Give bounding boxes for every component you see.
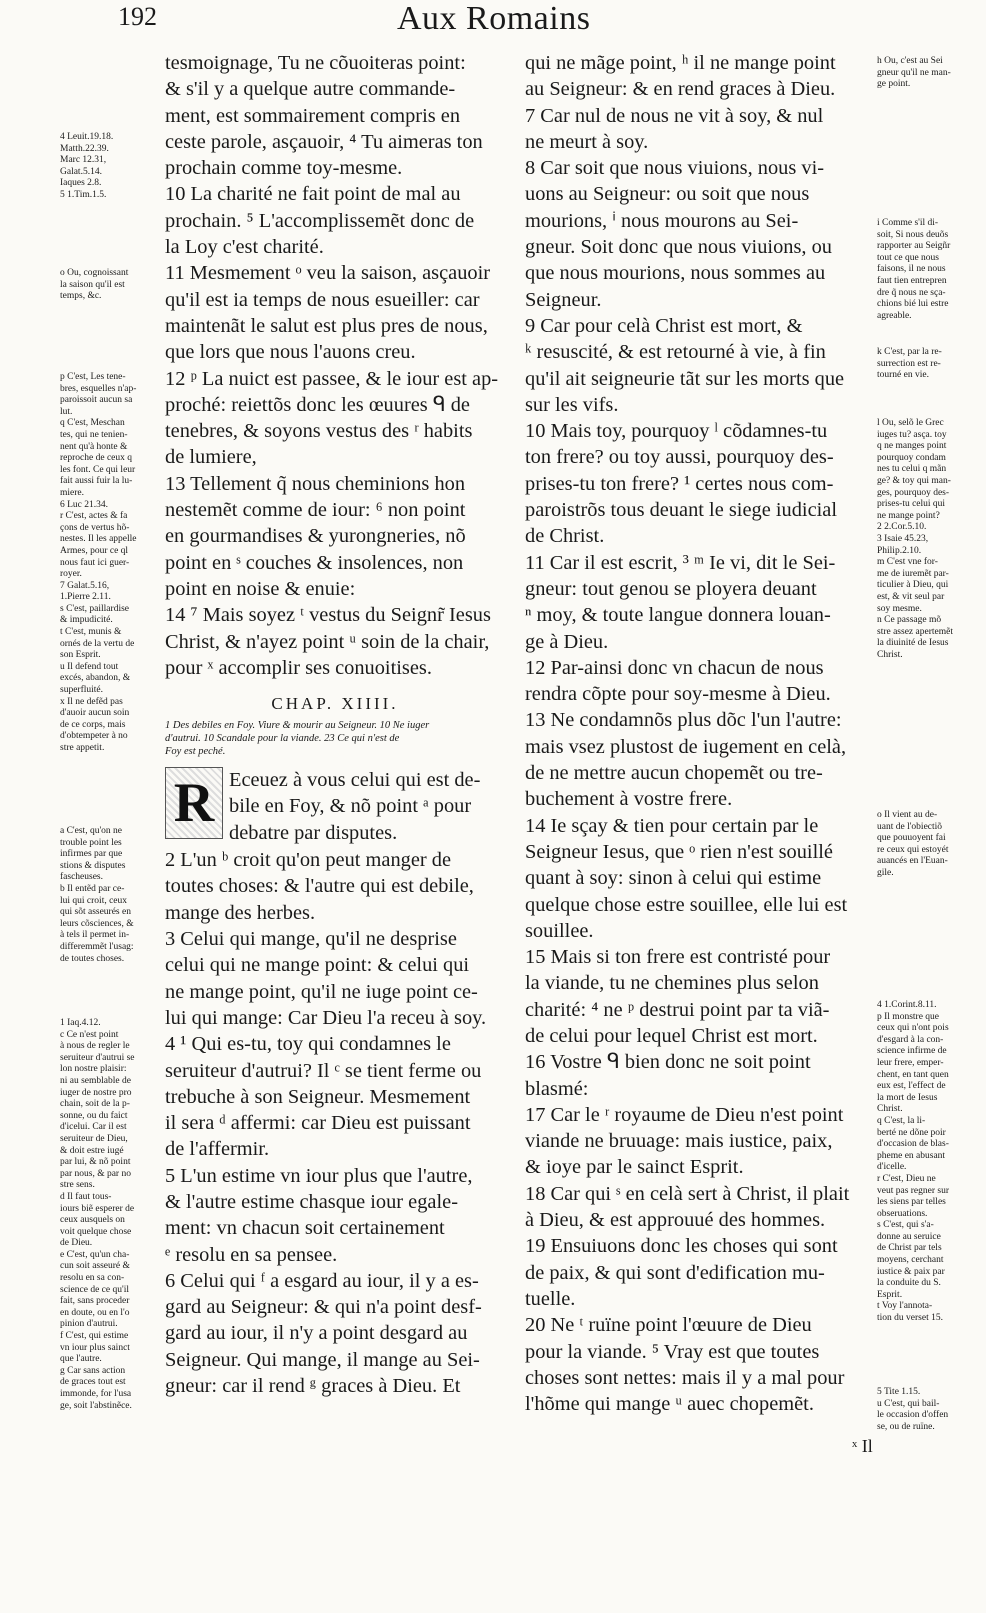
right-margin-note <box>877 56 977 91</box>
margin-note-line: soit, Si nous deuõs <box>877 229 949 240</box>
margin-note-line: science de ce qu'il <box>60 1284 129 1295</box>
margin-note-line: Armes, pour ce ql <box>60 545 129 556</box>
verse-line: maintenãt le salut est plus pres de nous, <box>165 314 488 337</box>
verse-line: la viande, tu ne chemines plus selon <box>525 972 819 995</box>
verse-line: quelque chose estre souillee, elle lui est <box>525 893 848 916</box>
margin-note-line: reproche de ceux q <box>60 453 133 464</box>
verse-line: 12 Par-ainsi donc vn chacun de nous <box>525 656 824 679</box>
verse-line: de l'affermir. <box>165 1138 270 1161</box>
margin-note-line: Iaques 2.8. <box>60 178 102 189</box>
verse-line: ᵏ resuscité, & est retourné à vie, à fin <box>525 341 826 364</box>
verse-line: 16 Vostre ᑫ bien donc ne soit point <box>525 1051 811 1074</box>
margin-note-line: fait, sans proceder <box>60 1296 130 1307</box>
margin-note-line: k C'est, par la re- <box>877 347 942 357</box>
margin-note-line: 3 Isaie 45.23, <box>877 533 929 544</box>
margin-note-line: stre assez apertemẽt <box>877 626 953 637</box>
margin-note-line: bres, esquelles n'ap- <box>60 383 137 394</box>
verse-line: 17 Car le ʳ royaume de Dieu n'est point <box>525 1103 844 1126</box>
margin-note-line: obseruations. <box>877 1208 928 1219</box>
margin-note-line: seruiteur de Dieu, <box>60 1133 128 1144</box>
margin-note-line: o Ou, cognoissant <box>60 268 129 278</box>
margin-note-line: de toutes choses. <box>60 953 125 964</box>
margin-note-line: science infirme de <box>877 1046 947 1057</box>
margin-note-line: nestes. Il les appelle <box>60 534 137 545</box>
margin-note-line: nent qu'à honte & <box>60 441 128 452</box>
margin-note-line: par lui, & nõ point <box>60 1157 131 1168</box>
margin-note-line: fait aussi fuir la lu- <box>60 476 133 487</box>
left-margin-note <box>60 268 155 303</box>
right-margin-note <box>877 810 977 880</box>
margin-note-line: Christ. <box>877 649 903 660</box>
margin-note-line: son Esprit. <box>60 650 101 661</box>
margin-note-line: Galat.5.14. <box>60 166 102 177</box>
margin-note-line: agreable. <box>877 310 912 321</box>
margin-note-line: iuges tu? asça. toy <box>877 429 947 440</box>
margin-note-line: eux est, l'effect de <box>877 1081 946 1092</box>
verse-line: tenebres, & soyons vestus des ʳ habits <box>165 420 473 443</box>
verse-line: mange des herbes. <box>165 901 316 924</box>
chapter-heading: CHAP. XIIII. <box>271 694 399 714</box>
margin-note-line: que pouuoyent fai <box>877 833 946 844</box>
verse-line: en gourmandises & yurongneries, nõ <box>165 525 466 548</box>
margin-note-line: 1 Iaq.4.12. <box>60 1018 101 1028</box>
margin-note-line: superfluité. <box>60 685 104 696</box>
margin-note-line: 4 Leuit.19.18. <box>60 132 114 142</box>
margin-note-line: cun soit asseuré & <box>60 1261 130 1272</box>
drop-cap-initial: R <box>165 767 223 839</box>
verse-line: debatre par disputes. <box>229 821 398 844</box>
margin-note-line: dre q̃ nous ne sça- <box>877 287 946 298</box>
margin-note-line: Christ. <box>877 1104 903 1115</box>
margin-note-line: tes, qui ne tenien- <box>60 429 128 440</box>
verse-line: Christ, & n'ayez point ᵘ soin de la chair, <box>165 630 490 653</box>
margin-note-line: ges, pourquoy des- <box>877 487 950 498</box>
margin-note-line: surrection est re- <box>877 358 941 369</box>
margin-note-line: çons de vertus hõ- <box>60 522 130 533</box>
margin-note-line: s C'est, qui s'a- <box>877 1220 934 1231</box>
margin-note-line: que l'autre. <box>60 1354 102 1365</box>
verse-line: l'hõme qui mange ᵘ auec chopemẽt. <box>525 1393 814 1416</box>
margin-note-line: s C'est, paillardise <box>60 603 129 614</box>
margin-note-line: Marc 12.31, <box>60 155 107 166</box>
margin-note-line: & doit estre iugé <box>60 1145 124 1156</box>
margin-note-line: la conduite du S. <box>877 1278 941 1289</box>
right-margin-note <box>877 347 977 382</box>
verse-line: 13 Tellement q̃ nous cheminions hon <box>165 472 466 495</box>
margin-note-line: nous faut ici guer- <box>60 557 130 568</box>
verse-line: il sera ᵈ affermi: car Dieu est puissant <box>165 1112 471 1135</box>
margin-note-line: e C'est, qu'un cha- <box>60 1249 130 1260</box>
margin-note-line: t C'est, munis & <box>60 627 122 638</box>
verse-line: toutes choses: & l'autre qui est debile, <box>165 875 474 898</box>
margin-note-line: ticulier à Dieu, qui <box>877 580 949 591</box>
margin-note-line: t Voy l'annota- <box>877 1301 933 1312</box>
margin-note-line: à tels il permet in- <box>60 930 130 941</box>
margin-note-line: 6 Luc 21.34. <box>60 499 109 510</box>
margin-note-line: ge, soit l'abstinẽce. <box>60 1400 132 1411</box>
verse-line: paroistrõs tous deuant le siege iudicial <box>525 499 838 522</box>
verse-line: ne meurt à soy. <box>525 130 649 153</box>
margin-note-line: m C'est vne for- <box>877 557 938 568</box>
margin-note-line: nes tu celui q mãn <box>877 464 947 475</box>
running-title: Aux Romains <box>397 0 591 37</box>
margin-note-line: me de iuremẽt par- <box>877 568 949 579</box>
margin-note-line: q ne manges point <box>877 441 947 452</box>
chapter-summary <box>165 719 505 767</box>
margin-note-line: Esprit. <box>877 1289 903 1300</box>
verse-line: ne mange point, qu'il ne iuge point ce- <box>165 980 478 1003</box>
verse-line: de celui pour lequel Christ est mort. <box>525 1024 818 1047</box>
margin-note-line: ge point. <box>877 79 911 90</box>
verse-line: ton frere? ou toy aussi, pourquoy des- <box>525 446 834 469</box>
margin-note-line: tion du verset 15. <box>877 1313 943 1324</box>
left-margin-note <box>60 1018 155 1412</box>
margin-note-line: n Ce passage mõ <box>877 615 942 626</box>
verse-line: 5 L'un estime vn iour plus que l'autre, <box>165 1164 473 1187</box>
verse-line: 6 Celui qui ᶠ a esgard au iour, il y a es- <box>165 1269 479 1292</box>
margin-note-line: 2 2.Cor.5.10. <box>877 522 927 533</box>
verse-line: & ioye par le sainct Esprit. <box>525 1156 744 1179</box>
margin-note-line: r C'est, actes & fa <box>60 511 128 522</box>
margin-note-line: vn iour plus sainct <box>60 1342 130 1353</box>
margin-note-line: fascheuses. <box>60 872 103 883</box>
verse-line: 7 Car nul de nous ne vit à soy, & nul <box>525 104 824 127</box>
margin-note-line: u Il defend tout <box>60 661 119 672</box>
main-column-left <box>165 50 505 1399</box>
margin-note-line: iuger de nostre pro <box>60 1087 132 1098</box>
margin-note-line: u C'est, qui bail- <box>877 1398 940 1409</box>
verse-line: & s'il y a quelque autre commande- <box>165 78 456 101</box>
margin-note-line: les font. Ce qui leur <box>60 464 136 475</box>
margin-note-line: b Il entẽd par ce- <box>60 883 125 894</box>
verse-line: point en ˢ couches & insolences, non <box>165 551 464 574</box>
verse-line: gneur. Soit donc que nous viuions, ou <box>525 236 832 259</box>
margin-note-line: q C'est, Meschan <box>60 418 125 429</box>
verse-line: proché: reiettõs donc les œuures ᑫ de <box>165 393 470 416</box>
margin-note-line: excés, abandon, & <box>60 673 131 684</box>
verse-line: point en noise & enuie: <box>165 577 356 600</box>
verse-line: ceste parole, asçauoir, ⁴ Tu aimeras ton <box>165 130 483 153</box>
margin-note-line: chain, soit de la p- <box>60 1099 130 1110</box>
verse-line: charité: ⁴ ne ᵖ destrui point par ta viã- <box>525 998 830 1021</box>
verse-line: 20 Ne ᵗ ruïne point l'œuure de Dieu <box>525 1314 812 1337</box>
verse-line: 4 ¹ Qui es-tu, toy qui condamnes le <box>165 1033 451 1056</box>
margin-note-line: temps, &c. <box>60 291 102 302</box>
verse-line: mourions, ⁱ nous mourons au Sei- <box>525 209 799 232</box>
verse-line: rendra cõpte pour soy-mesme à Dieu. <box>525 683 831 706</box>
verse-line: ment, est sommairement compris en <box>165 104 461 127</box>
margin-note-line: d Il faut tous- <box>60 1191 112 1202</box>
verse-line: choses sont nettes: mais il y a mal pour <box>525 1366 845 1389</box>
left-margin-note <box>60 132 155 202</box>
margin-note-line: immonde, for l'usa <box>60 1389 132 1399</box>
margin-note-line: re ceux qui estoyét <box>877 844 949 855</box>
verse-line: ᵉ resolu en sa pensee. <box>165 1243 338 1266</box>
verse-line: qu'il ait seigneurie tãt sur les morts que <box>525 367 845 390</box>
verse-line: souillee. <box>525 919 594 942</box>
margin-note-line: veut pas regner sur <box>877 1185 950 1196</box>
margin-note-line: q C'est, la li- <box>877 1115 926 1126</box>
margin-note-line: la saison qu'il est <box>60 279 125 290</box>
margin-note-line: iours biẽ esperer de <box>60 1203 135 1214</box>
verse-line: de Christ. <box>525 525 605 548</box>
verse-line: 8 Car soit que nous viuions, nous vi- <box>525 157 825 180</box>
margin-note-line: d'obtempeter à no <box>60 731 128 742</box>
verse-line: 12 ᵖ La nuict est passee, & le iour est ap- <box>165 367 499 390</box>
verse-line: de lumiere, <box>165 446 257 469</box>
margin-note-line: stions & disputes <box>60 860 126 871</box>
verse-line: mais vsez plustost de iugement en celà, <box>525 735 847 758</box>
main-column-right <box>525 50 870 1417</box>
right-margin-note <box>877 1387 977 1433</box>
margin-note-line: les siens par telles <box>877 1197 946 1208</box>
summary-line: 1 Des debiles en Foy. Viure & mourir au Seigneur. 10 Ne iuger <box>165 720 430 732</box>
margin-note-line: gneur qu'il ne man- <box>877 67 951 78</box>
text-block-top <box>165 50 505 681</box>
margin-note-line: auancés en l'Euan- <box>877 856 948 867</box>
verse-line: Seigneur. Qui mange, il mange au Sei- <box>165 1348 480 1371</box>
margin-note-line: iustice & paix par <box>877 1266 945 1277</box>
verse-line: tesmoignage, Tu ne cõuoiteras point: <box>165 52 466 74</box>
margin-note-line: ne mange point? <box>877 510 940 521</box>
margin-note-line: de graces tout est <box>60 1377 126 1388</box>
verse-line: 15 Mais si ton frere est contristé pour <box>525 946 831 969</box>
verse-line: uons au Seigneur: ou soit que nous <box>525 183 810 206</box>
margin-note-line: 5 Tite 1.15. <box>877 1387 921 1397</box>
verse-line: blasmé: <box>525 1077 589 1100</box>
margin-note-line: r C'est, Dieu ne <box>877 1173 936 1184</box>
verse-line: buchement à vostre frere. <box>525 788 733 811</box>
margin-note-line: faut tien entrepren <box>877 275 947 286</box>
margin-note-line: trouble point les <box>60 837 122 848</box>
summary-line: d'autrui. 10 Scandale pour la viande. 23 Ce qui n'est de <box>165 733 400 745</box>
drop-cap-paragraph <box>165 767 505 847</box>
verse-line: pour la viande. ⁵ Vray est que toutes <box>525 1340 820 1363</box>
verse-line: 19 Ensuiuons donc les choses qui sont <box>525 1235 838 1258</box>
verse-line: lui qui mange: Car Dieu l'a receu à soy. <box>165 1006 487 1029</box>
margin-note-line: ge? & toy qui man- <box>877 475 951 486</box>
margin-note-line: lui qui croit, ceux <box>60 895 128 906</box>
margin-note-line: ceux qui n'ont pois <box>877 1023 949 1034</box>
left-margin-note <box>60 826 155 965</box>
margin-note-line: i Comme s'il di- <box>877 218 939 228</box>
margin-note-line: d'occasion de blas- <box>877 1139 949 1150</box>
margin-note-line: faisons, il ne nous <box>877 264 946 275</box>
margin-note-line: la diuinité de Iesus <box>877 638 949 649</box>
right-margin-note <box>877 218 977 322</box>
margin-note-line: se, ou de ruïne. <box>877 1421 935 1432</box>
verse-line: 10 Mais toy, pourquoy ˡ cõdamnes-tu <box>525 420 828 443</box>
margin-note-line: stre appetit. <box>60 743 105 753</box>
margin-note-line: Philip.2.10. <box>877 545 922 556</box>
margin-note-line: h Ou, c'est au Sei <box>877 56 943 66</box>
verse-line: de ne mettre aucun chopemẽt ou tre- <box>525 762 823 785</box>
verse-line: gneur: tout genou se ployera deuant <box>525 577 817 600</box>
verse-line: gard au iour, il n'y a point desgard au <box>165 1322 468 1345</box>
verse-line: bile en Foy, & nõ point ᵃ pour <box>229 795 472 818</box>
margin-note-line: resolu en sa con- <box>60 1273 125 1284</box>
verse-line: qu'il est ia temps de nous esueiller: car <box>165 288 480 311</box>
verse-line: ment: vn chacun soit certainement <box>165 1217 445 1240</box>
margin-note-line: par nous, & par no <box>60 1168 131 1179</box>
verse-line: 14 ⁷ Mais soyez ᵗ vestus du Seignr̃ Iesus <box>165 604 491 627</box>
margin-note-line: pinion d'autrui. <box>60 1319 118 1330</box>
margin-note-line: o Il vient au de- <box>877 810 938 820</box>
margin-note-line: x Il ne defẽd pas <box>60 696 123 707</box>
text-block-bottom <box>165 847 505 1399</box>
verse-line: 10 La charité ne fait point de mal au <box>165 183 461 206</box>
verse-line: nestemẽt comme de iour: ⁶ non point <box>165 499 466 522</box>
margin-note-line: soy mesme. <box>877 603 922 614</box>
margin-note-line: leur frere, emper- <box>877 1057 944 1068</box>
verse-line: prises-tu ton frere? ¹ certes nous com- <box>525 472 834 495</box>
verse-line: sur les vifs. <box>525 393 619 416</box>
margin-note-line: 7 Galat.5.16, <box>60 580 110 591</box>
verse-line: viande ne bruuage: mais iustice, paix, <box>525 1130 833 1153</box>
verse-line: seruiteur d'autrui? Il ᶜ se tient ferme ou <box>165 1059 482 1082</box>
margin-note-line: & impudicité. <box>60 615 113 626</box>
margin-note-line: f C'est, qui estime <box>60 1331 129 1342</box>
verse-line: 14 Ie sçay & tien pour certain par le <box>525 814 819 837</box>
verse-line: la Loy c'est charité. <box>165 236 324 259</box>
verse-line: celui qui ne mange point: & celui qui <box>165 954 470 977</box>
margin-note-line: c Ce n'est point <box>60 1029 119 1040</box>
margin-note-line: ceux ausquels on <box>60 1215 125 1226</box>
verse-line: Eceuez à vous celui qui est de- <box>229 769 481 792</box>
verse-line: Seigneur. <box>525 288 602 311</box>
margin-note-line: infirmes par que <box>60 849 123 860</box>
margin-note-line: ni au semblable de <box>60 1075 131 1086</box>
margin-note-line: a C'est, qu'on ne <box>60 826 122 836</box>
margin-note-line: gile. <box>877 867 894 878</box>
margin-note-line: stre sens. <box>60 1180 95 1191</box>
margin-note-line: tout ce que nous <box>877 252 940 263</box>
margin-note-line: 4 1.Corint.8.11. <box>877 1000 937 1010</box>
margin-note-line: pheme en abusant <box>877 1150 946 1161</box>
margin-note-line: tourné en vie. <box>877 370 929 381</box>
margin-note-line: 5 1.Tim.1.5. <box>60 189 107 200</box>
verse-line: que lors que nous l'auons creu. <box>165 341 416 364</box>
verse-line: que nous mourions, nous sommes au <box>525 262 826 285</box>
margin-note-line: g Car sans action <box>60 1365 126 1376</box>
verse-line: trebuche à son Seigneur. Mesmement <box>165 1085 471 1108</box>
margin-note-line: est, & vit seul par <box>877 591 945 602</box>
verse-line: prochain comme toy-mesme. <box>165 157 403 180</box>
margin-note-line: paroissoit aucun sa <box>60 395 133 406</box>
verse-line: gneur: car il rend ᵍ graces à Dieu. Et <box>165 1375 461 1398</box>
catchword: ˣ Il <box>852 1436 873 1456</box>
verse-line: 13 Ne condamnõs plus dõc l'un l'autre: <box>525 709 842 732</box>
margin-note-line: pourquoy condam <box>877 452 946 463</box>
margin-note-line: en doute, ou en l'o <box>60 1307 130 1318</box>
right-margin-note <box>877 418 977 661</box>
margin-note-line: p Il monstre que <box>877 1011 940 1022</box>
margin-note-line: d'esgard à la con- <box>877 1034 944 1045</box>
verse-line: de paix, & qui sont d'edification mu- <box>525 1261 825 1284</box>
margin-note-line: la mort de Iesus <box>877 1092 938 1103</box>
verse-line: & l'autre estime chasque iour egale- <box>165 1190 458 1213</box>
margin-note-line: de ce corps, mais <box>60 719 126 730</box>
margin-note-line: p C'est, Les tene- <box>60 372 126 382</box>
verse-line: au Seigneur: & en rend graces à Dieu. <box>525 78 836 101</box>
margin-note-line: moyens, cerchant <box>877 1255 944 1266</box>
verse-line: 18 Car qui ˢ en celà sert à Christ, il plait <box>525 1182 850 1205</box>
verse-line: 2 L'un ᵇ croit qu'on peut manger de <box>165 849 452 872</box>
margin-note-line: leurs cõsciences, & <box>60 918 134 929</box>
margin-note-line: seruiteur d'autrui se <box>60 1052 135 1063</box>
margin-note-line: d'auoir aucun soin <box>60 708 130 719</box>
margin-note-line: de Christ par tels <box>877 1243 942 1254</box>
margin-note-line: lon nostre plaisir: <box>60 1064 127 1075</box>
margin-note-line: differemmẽt l'usag: <box>60 941 134 952</box>
verse-line: ge à Dieu. <box>525 630 609 653</box>
verse-line: gard au Seigneur: & qui n'a point desf- <box>165 1296 482 1319</box>
margin-note-line: rapporter au Seigñr <box>877 241 951 252</box>
verse-line: quant à soy: sinon à celui qui estime <box>525 867 822 890</box>
verse-line: pour ˣ accomplir ses conuoitises. <box>165 656 432 679</box>
margin-note-line: chent, en tant quen <box>877 1069 949 1080</box>
margin-note-line: qui sõt asseurés en <box>60 907 131 918</box>
verse-line: prochain. ⁵ L'accomplissemẽt donc de <box>165 209 475 232</box>
margin-note-line: l Ou, selõ le Grec <box>877 418 944 428</box>
margin-note-line: berté ne dõne poir <box>877 1127 946 1138</box>
page-number: 192 <box>118 2 157 31</box>
summary-line: Foy est peché. <box>165 746 226 758</box>
verse-line: 11 Mesmement ᵒ veu la saison, asçauoir <box>165 262 491 285</box>
verse-line: ⁿ moy, & toute langue donnera louan- <box>525 604 831 627</box>
margin-note-line: le occasion d'offen <box>877 1410 949 1421</box>
margin-note-line: voit quelque chose <box>60 1226 132 1237</box>
margin-note-line: donne au seruice <box>877 1231 941 1242</box>
margin-note-line: 1.Pierre 2.11. <box>60 592 111 603</box>
verse-line: 3 Celui qui mange, qu'il ne desprise <box>165 928 457 951</box>
margin-note-line: sonne, ou du faict <box>60 1110 128 1121</box>
verse-line: tuelle. <box>525 1287 576 1310</box>
margin-note-line: chions bié lui estre <box>877 299 949 310</box>
margin-note-line: d'icelle. <box>877 1162 907 1173</box>
verse-line: à Dieu, & est approuué des hommes. <box>525 1209 826 1232</box>
margin-note-line: lut. <box>60 406 73 417</box>
verse-line: qui ne mãge point, ʰ il ne mange point <box>525 52 836 74</box>
verse-line: 9 Car pour celà Christ est mort, & <box>525 314 803 337</box>
margin-note-line: uant de l'obiectiõ <box>877 821 943 832</box>
margin-note-line: ornés de la vertu de <box>60 638 135 649</box>
margin-note-line: à nous de regler le <box>60 1041 130 1052</box>
verse-line: Seigneur Iesus, que ᵒ rien n'est souillé <box>525 840 833 863</box>
margin-note-line: Matth.22.39. <box>60 143 109 154</box>
margin-note-line: miere. <box>60 487 85 498</box>
margin-note-line: royer. <box>60 569 82 580</box>
left-margin-note <box>60 372 155 755</box>
right-margin-note <box>877 1000 977 1325</box>
margin-note-line: d'icelui. Car il est <box>60 1122 127 1133</box>
margin-note-line: prises-tu celui qui <box>877 499 946 510</box>
verse-line: 11 Car il est escrit, ³ ᵐ Ie vi, dit le Sei- <box>525 551 836 574</box>
margin-note-line: de Dieu. <box>60 1238 93 1249</box>
